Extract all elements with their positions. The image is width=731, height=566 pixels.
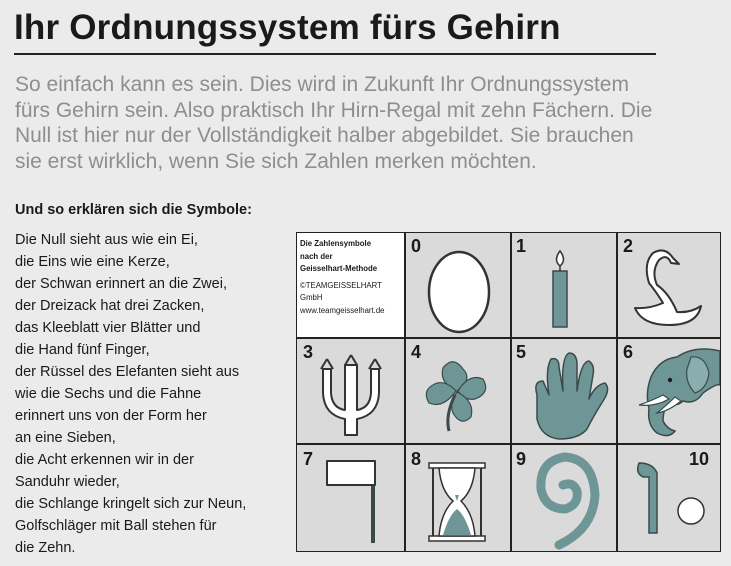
- legend-title-line: nach der: [300, 251, 333, 261]
- explanation-line: die Acht erkennen wir in der: [15, 452, 194, 468]
- explanation-line: an eine Sieben,: [15, 430, 116, 446]
- symbol-explanation: [15, 229, 246, 559]
- explanation-line: der Dreizack hat drei Zacken,: [15, 298, 205, 314]
- intro-line: Null ist hier nur der Vollständigkeit halber abgebildet. Sie brauchen: [15, 124, 634, 147]
- legend-copyright: ©TEAMGEISSELHART GmbH: [300, 280, 382, 302]
- explanation-line: der Schwan erinnert an die Zwei,: [15, 276, 227, 292]
- digit-label: 9: [516, 449, 527, 469]
- legend-website: www.teamgeisselhart.de: [300, 305, 385, 315]
- intro-paragraph: [15, 72, 715, 174]
- explanation-line: Golfschläger mit Ball stehen für: [15, 518, 217, 534]
- explanation-line: der Rüssel des Elefanten sieht aus: [15, 364, 240, 380]
- explanation-line: Sanduhr wieder,: [15, 474, 120, 490]
- egg-icon: [429, 252, 489, 332]
- number-symbol-grid: [296, 232, 721, 552]
- explanation-line: die Zehn.: [15, 540, 76, 556]
- legend-title-line: Geisselhart-Methode: [300, 264, 378, 273]
- digit-label: 2: [623, 236, 634, 256]
- grid-legend: [300, 238, 404, 317]
- title-underline: [14, 53, 656, 55]
- explanation-line: die Eins wie eine Kerze,: [15, 254, 170, 270]
- digit-label: 10: [689, 449, 710, 469]
- intro-line: fürs Gehirn sein. Also praktisch Ihr Hirn-Regal mit zehn Fächern. Die: [15, 98, 653, 122]
- digit-label: 4: [411, 342, 422, 362]
- digit-label: 3: [303, 342, 314, 362]
- digit-label: 6: [623, 342, 634, 362]
- intro-line: So einfach kann es sein. Dies wird in Zukunft Ihr Ordnungssystem: [15, 73, 629, 96]
- page-title: Ihr Ordnungssystem fürs Gehirn: [14, 8, 561, 47]
- digit-label: 5: [516, 342, 527, 362]
- symbols-subheading: Und so erklären sich die Symbole:: [15, 202, 252, 218]
- digit-label: 8: [411, 449, 422, 469]
- explanation-line: die Schlange kringelt sich zur Neun,: [15, 496, 247, 512]
- intro-line: sie erst wirklich, wenn Sie sich Zahlen merken möchten.: [15, 149, 537, 173]
- digit-label: 0: [411, 236, 422, 256]
- explanation-line: das Kleeblatt vier Blätter und: [15, 320, 201, 336]
- digit-label: 1: [516, 236, 527, 256]
- digit-label: 7: [303, 449, 314, 469]
- explanation-line: wie die Sechs und die Fahne: [15, 386, 202, 402]
- explanation-line: die Hand fünf Finger,: [15, 342, 150, 358]
- explanation-line: erinnert uns von der Form her: [15, 408, 207, 424]
- legend-title-line: Die Zahlensymbole: [300, 239, 372, 248]
- explanation-line: Die Null sieht aus wie ein Ei,: [15, 232, 198, 248]
